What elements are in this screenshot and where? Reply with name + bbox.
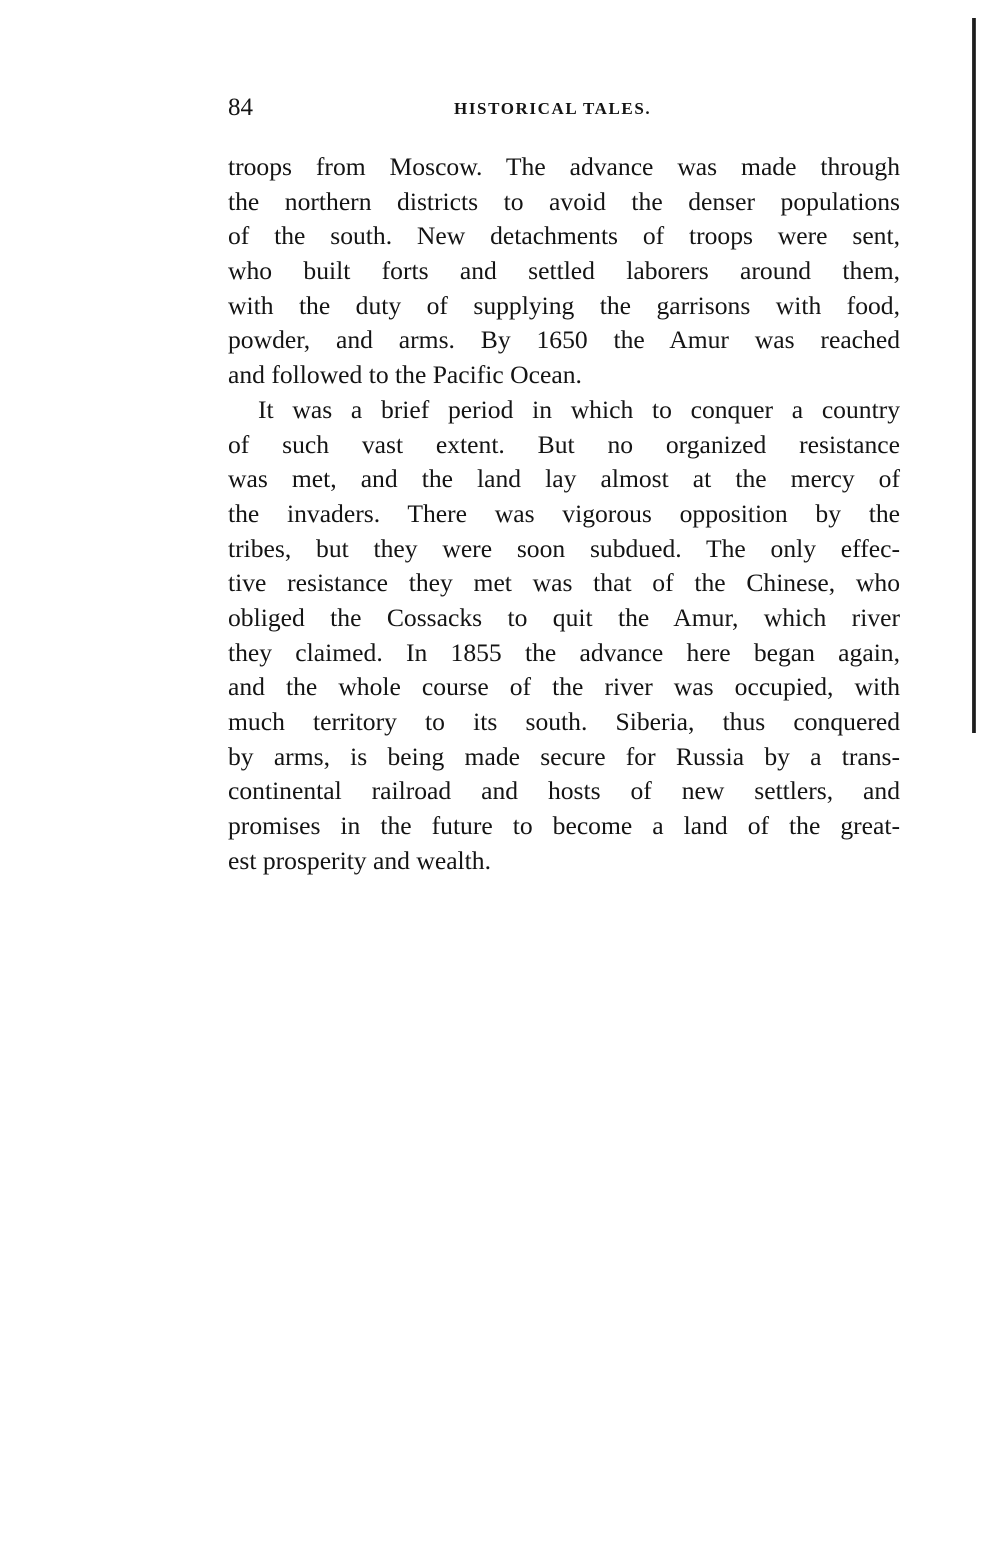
text-line: they claimed. In 1855 the advance here began again, xyxy=(228,637,900,667)
text-line: who built forts and settled laborers around them, xyxy=(228,256,900,286)
text-line: and the whole course of the river was occupied, with xyxy=(228,672,900,702)
text-line: powder, and arms. By 1650 the Amur was reached xyxy=(228,325,900,355)
text-line: tive resistance they met was that of the Chinese, who xyxy=(228,568,900,598)
text-line: with the duty of supplying the garrisons with food, xyxy=(228,290,900,320)
body-text xyxy=(228,150,900,878)
text-line: continental railroad and hosts of new settlers, and xyxy=(228,776,900,806)
text-line: the northern districts to avoid the denser populations xyxy=(228,186,900,216)
text-line: and followed to the Pacific Ocean. xyxy=(228,360,582,390)
paragraph-1 xyxy=(228,150,900,393)
text-line: promises in the future to become a land of the great- xyxy=(228,811,900,841)
text-line: the invaders. There was vigorous opposition by the xyxy=(228,498,900,528)
text-line: was met, and the land lay almost at the mercy of xyxy=(228,464,900,494)
text-line: troops from Moscow. The advance was made through xyxy=(228,152,900,181)
text-line: much territory to its south. Siberia, thus conquered xyxy=(228,707,900,736)
page-binding-edge xyxy=(972,18,976,733)
text-line: by arms, is being made secure for Russia by a trans- xyxy=(228,741,900,771)
text-line: of the south. New detachments of troops were sent, xyxy=(228,221,900,251)
running-head: HISTORICAL TALES. xyxy=(454,99,652,118)
text-line: of such vast extent. But no organized resistance xyxy=(228,429,900,459)
text-line: It was a brief period in which to conquer a country xyxy=(258,394,900,424)
page-header xyxy=(228,92,900,126)
text-line: tribes, but they were soon subdued. The only effec- xyxy=(228,533,900,563)
text-line: est prosperity and wealth. xyxy=(228,845,491,875)
page-number: 84 xyxy=(228,94,253,121)
text-line: obliged the Cossacks to quit the Amur, which river xyxy=(228,602,900,632)
paragraph-2 xyxy=(228,393,900,879)
